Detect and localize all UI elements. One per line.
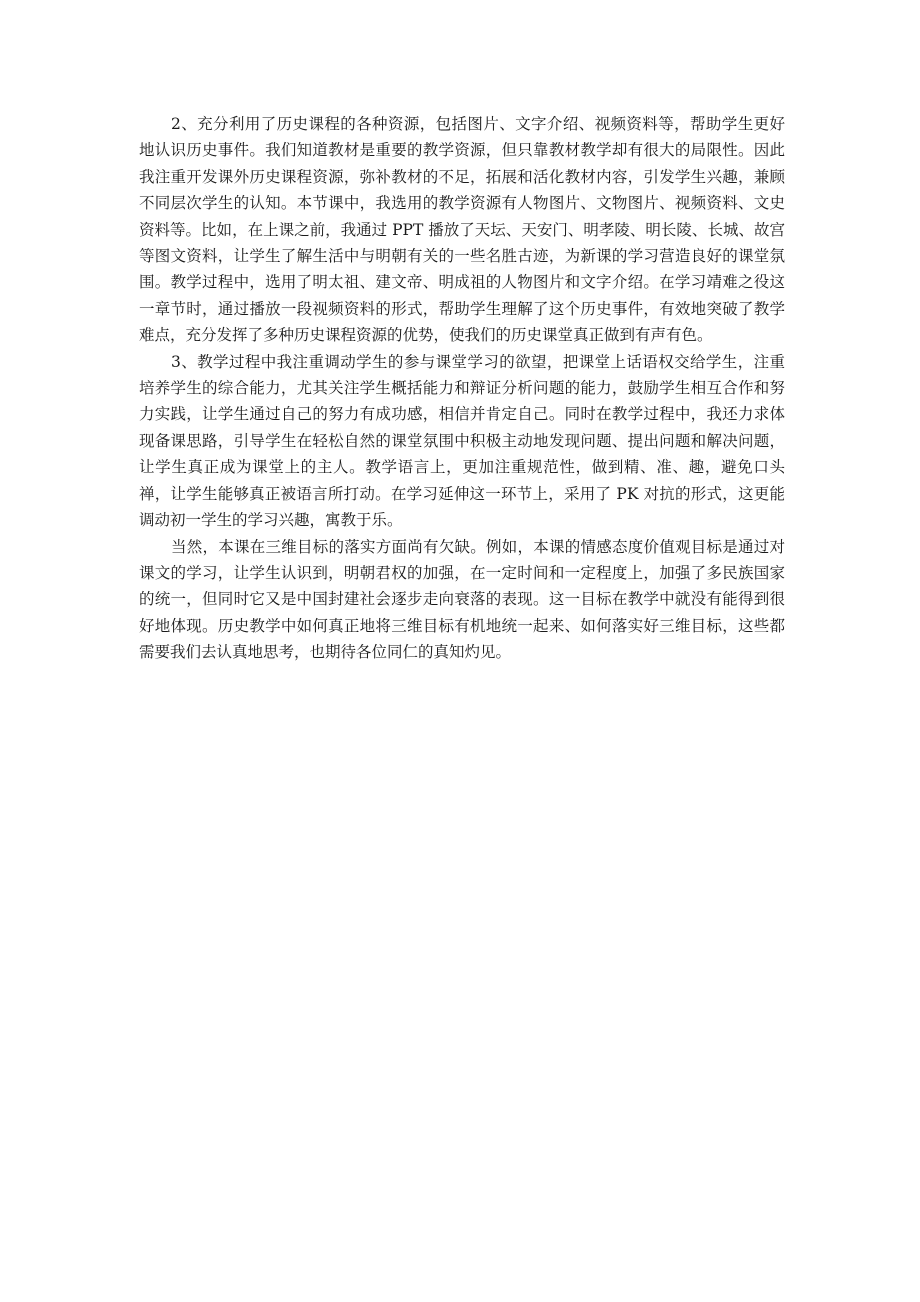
paragraph-resources: 2、充分利用了历史课程的各种资源，包括图片、文字介绍、视频资料等，帮助学生更好地认识历史事件。我们知道教材是重要的教学资源，但只靠教材教学却有很大的局限性。因此我注重开发课外历史课程资源，弥补教材的不足，拓展和活化教材内容，引发学生兴趣，兼顾不同层次学生的认知。本节课中，我选用的教学资源有人物图片、文物图片、视频资料、文史资料等。比如，在上课之前，我通过 PPT 播放了天坛、天安门、明孝陵、明长陵、长城、故宫等图文资料，让学生了解生活中与明朝有关的一些名胜古迹，为新课的学习营造良好的课堂氛围。教学过程中，选用了明太祖、建文帝、明成祖的人物图片和文字介绍。在学习靖难之役这一章节时，通过播放一段视频资料的形式，帮助学生理解了这个历史事件，有效地突破了教学难点，充分发挥了多种历史课程资源的优势，使我们的历史课堂真正做到有声有色。 — [139, 115, 785, 345]
paragraph-participation: 3、教学过程中我注重调动学生的参与课堂学习的欲望，把课堂上话语权交给学生，注重培养学生的综合能力，尤其关注学生概括能力和辩证分析问题的能力，鼓励学生相互合作和努力实践，让学生通过自己的努力有成功感，相信并肯定自己。同时在教学过程中，我还力求体现备课思路，引导学生在轻松自然的课堂氛围中积极主动地发现问题、提出问题和解决问题，让学生真正成为课堂上的主人。教学语言上，更加注重规范性，做到精、准、趣，避免口头禅，让学生能够真正被语言所打动。在学习延伸这一环节上，采用了 PK 对抗的形式，这更能调动初一学生的学习兴趣，寓教于乐。 — [139, 352, 785, 530]
document-body — [139, 111, 785, 666]
paragraph-reflection: 当然，本课在三维目标的落实方面尚有欠缺。例如，本课的情感态度价值观目标是通过对课文的学习，让学生认识到，明朝君权的加强，在一定时间和一定程度上，加强了多民族国家的统一，但同时它又是中国封建社会逐步走向衰落的表现。这一目标在教学中就没有能得到很好地体现。历史教学中如何真正地将三维目标有机地统一起来、如何落实好三维目标，这些都需要我们去认真地思考，也期待各位同仁的真知灼见。 — [139, 537, 785, 662]
